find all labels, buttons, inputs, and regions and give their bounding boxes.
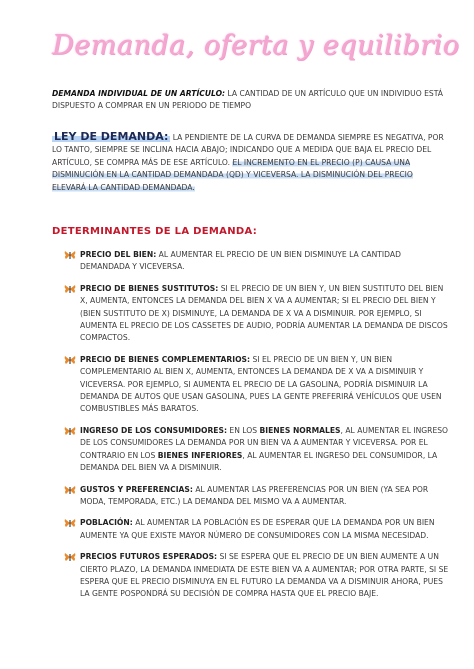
list-item	[66, 551, 450, 601]
item-text: AL AUMENTAR EL PRECIO DE UN BIEN DISMINUYE LA CANTIDAD DEMANDADA Y VICEVERSA.	[80, 250, 401, 272]
item-heading: POBLACIÓN:	[80, 518, 133, 528]
butterfly-icon	[64, 552, 76, 562]
list-item	[66, 283, 450, 345]
item-bold: BIENES INFERIORES	[157, 450, 243, 460]
list-item	[66, 249, 450, 274]
butterfly-icon	[64, 250, 76, 260]
item-heading: INGRESO DE LOS CONSUMIDORES:	[80, 425, 227, 435]
list-item	[66, 484, 450, 509]
butterfly-icon	[64, 485, 76, 495]
item-bold: BIENES NORMALES	[259, 425, 341, 435]
butterfly-icon	[64, 355, 76, 365]
ley-text: LA PENDIENTE DE LA CURVA DE DEMANDA SIEMPRE ES NEGATIVA, POR LO TANTO, SIEMPRE SE INCLINA HACIA ABAJO; INDICANDO QUE A MEDIDA QUE BAJA EL PRECIO DEL ARTÍCULO, SE COMPRA MÁS DE ESE ARTÍCULO.	[52, 133, 444, 167]
ley-paragraph	[52, 131, 444, 194]
item-text: SI EL PRECIO DE UN BIEN Y, UN BIEN SUSTITUTO DEL BIEN X, AUMENTA, ENTONCES LA DEMANDA DEL BIEN X VA A AUMENTAR; SI EL PRECIO DEL BIEN Y (BIEN SUSTITUTO DE X) DISMINUYE, LA DEMANDA DE X VA A DISMINUIR. POR EJEMPLO, SI AUMENTA EL PRECIO DE LOS CASSETES DE AUDIO, PODRÍA AUMENTAR LA DEMANDA DE DISCOS COMPACTOS.	[80, 283, 448, 343]
item-heading: PRECIO DE BIENES SUSTITUTOS:	[80, 283, 219, 293]
ley-highlight: EL INCREMENTO EN EL PRECIO (P) CAUSA UNA DISMINUCIÓN EN LA CANTIDAD DEMANDADA (QD) Y VICEVERSA. LA DISMINUCIÓN DEL PRECIO ELEVARÁ LA CANTIDAD DEMANDADA.	[52, 157, 413, 192]
butterfly-icon	[64, 426, 76, 436]
item-heading: PRECIO DEL BIEN:	[80, 250, 157, 259]
definition-heading: DEMANDA INDIVIDUAL DE UN ARTÍCULO:	[52, 89, 226, 98]
item-text: , AL AUMENTAR EL INGRESO DEL CONSUMIDOR, LA DEMANDA DEL BIEN VA A DISMINUIR.	[80, 450, 438, 473]
list-item	[66, 425, 450, 475]
item-text: AL AUMENTAR LA POBLACIÓN ES DE ESPERAR QUE LA DEMANDA POR UN BIEN AUMENTE YA QUE EXISTE MAYOR NÚMERO DE CONSUMIDORES CON LA MISMA NECESIDAD.	[80, 518, 435, 540]
list-item	[66, 517, 450, 542]
definition-text: LA CANTIDAD DE UN ARTÍCULO QUE UN INDIVIDUO ESTÁ DISPUESTO A COMPRAR EN UN PERIODO DE TIEMPO	[52, 89, 443, 111]
item-heading: PRECIOS FUTUROS ESPERADOS:	[80, 552, 218, 562]
item-text: SI EL PRECIO DE UN BIEN Y, UN BIEN COMPLEMENTARIO AL BIEN X, AUMENTA, ENTONCES LA DEMANDA DE X VA A DISMINUIR Y VICEVERSA. POR EJEMPLO, SI AUMENTA EL PRECIO DE LA GASOLINA, PODRÍA DISMINUIR LA DEMANDA DE AUTOS QUE USAN GASOLINA, PUES LA GENTE PREFERIRÁ VEHÍCULOS QUE USEN COMBUSTIBLES MÁS BARATOS.	[80, 354, 442, 414]
item-text: AL AUMENTAR LAS PREFERENCIAS POR UN BIEN (YA SEA POR MODA, TEMPORADA, ETC.) LA DEMANDA DEL MISMO VA A AUMENTAR.	[80, 484, 429, 506]
page-title: Demanda, oferta y equilibrio	[52, 30, 460, 61]
item-heading: PRECIO DE BIENES COMPLEMENTARIOS:	[80, 354, 251, 364]
definition-paragraph	[52, 88, 444, 113]
item-text: , AL AUMENTAR EL INGRESO DE LOS CONSUMIDORES LA DEMANDA POR UN BIEN VA A AUMENTAR Y VICEVERSA. POR EL CONTRARIO EN LOS	[80, 425, 449, 460]
butterfly-icon	[64, 284, 76, 294]
determinants-list	[66, 249, 450, 610]
item-text: EN LOS	[227, 425, 260, 435]
butterfly-icon	[64, 518, 76, 528]
item-text: SI SE ESPERA QUE EL PRECIO DE UN BIEN AUMENTE A UN CIERTO PLAZO, LA DEMANDA INMEDIATA DE ESTE BIEN VA A AUMENTAR; POR OTRA PARTE, SI SE ESPERA QUE EL PRECIO DISMINUYA EN EL FUTURO LA DEMANDA VA A DISMINUIR AHORA, PUES LA GENTE POSPONDRÁ SU DECISIÓN DE COMPRA HASTA QUE EL PRECIO BAJE.	[80, 552, 449, 599]
item-heading: GUSTOS Y PREFERENCIAS:	[80, 484, 193, 494]
list-item	[66, 354, 450, 416]
ley-heading: LEY DE DEMANDA:	[54, 130, 169, 143]
determinants-title: DETERMINANTES DE LA DEMANDA:	[52, 226, 257, 237]
